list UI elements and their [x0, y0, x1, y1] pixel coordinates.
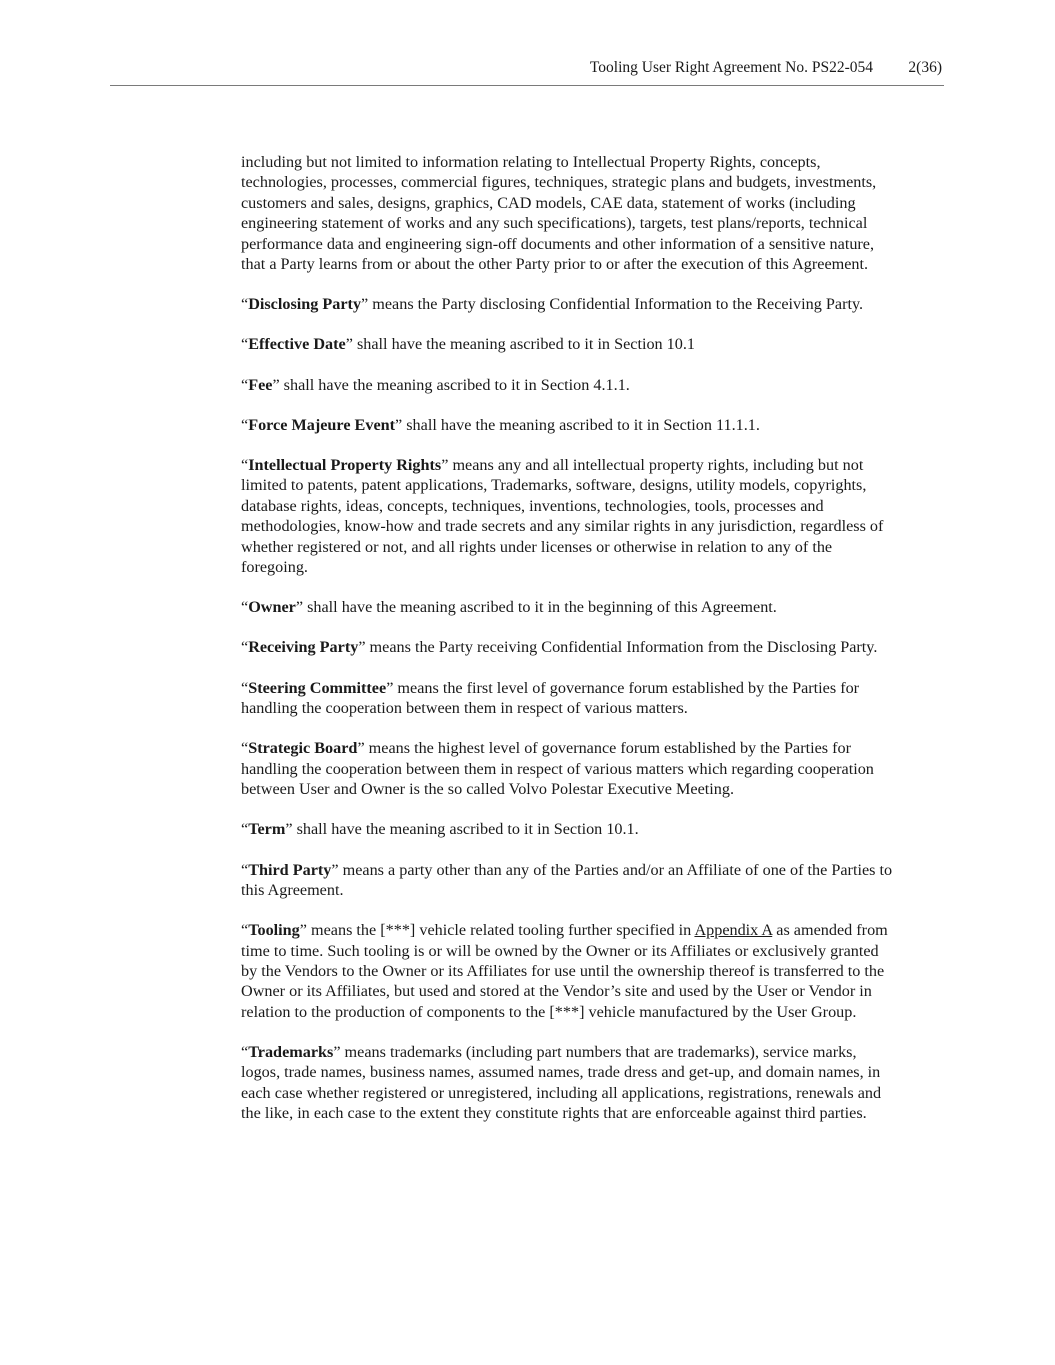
definition-strategic-board: “Strategic Board” means the highest level of governance forum established by the Parties for handling the cooperation between them in respect of various matters which regarding cooperation between User and Owner is the so called Volvo Polestar Executive Meeting. [241, 739, 874, 799]
defined-term: Trademarks [248, 1042, 334, 1061]
definition-trademarks: “Trademarks” means trademarks (including part numbers that are trademarks), service marks, logos, trade names, business names, assumed names, trade dress and get-up, and domain names, in each case whether registered or unregistered, including all applications, registrations, renewals and the like, in each case to the extent they constitute rights that are enforceable against third parties. [241, 1042, 882, 1123]
confidential-info-continuation: including but not limited to information relating to Intellectual Property Rights, concepts, technologies, processes, commercial figures, techniques, strategic plans and budgets, investments, customers and sales, designs, graphics, CAD models, CAE data, statement of works (including engineering statement of works and any such specifications), targets, test plans/reports, technical performance data and engineering sign-off documents and other information of a sensitive nature, that a Party learns from or about the other Party prior to or after the execution of this Agreement. [241, 153, 877, 274]
defined-term: Disclosing Party [248, 295, 362, 314]
definition-third-party: “Third Party” means a party other than any of the Parties and/or an Affiliate of one of the Parties to this Agreement. [241, 860, 893, 899]
definition-steering-committee: “Steering Committee” means the first level of governance forum established by the Parties for handling the cooperation between them in respect of various matters. [241, 678, 860, 718]
definition-effective-date: “Effective Date” shall have the meaning ascribed to it in Section 10.1 [241, 335, 696, 354]
definition-tooling: “Tooling” means the [***] vehicle related tooling further specified in Appendix A as amended from time to time. Such tooling is or will be owned by the Owner or its Affiliates or exclusively granted by the Vendors to the Owner or its Affiliates for use until the ownership thereof is transferred to the Owner or its Affiliates, but used and stored at the Vendor’s site and used by the User or Vendor in relation to the production of components to the [***] vehicle manufactured by the User Group. [241, 921, 888, 1021]
definition-text-continued: as amended from time to time. Such tooling is or will be owned by the Owner or its Affiliates or exclusively granted by the Vendors to the Owner or its Affiliates for use until the ownership thereof is transferred to the Owner or its Affiliates, but used and stored at the Vendor’s site and used by the User or Vendor in relation to the production of components to the [***] vehicle manufactured by the User Group. [241, 921, 888, 1021]
definition-text: ” means the highest level of governance forum established by the Parties for handling the cooperation between them in respect of various matters which regarding cooperation between User and Owner is the so called Volvo Polestar Executive Meeting. [241, 739, 874, 799]
definition-text: ” means the Party receiving Confidential Information from the Disclosing Party. [358, 638, 878, 657]
definition-text: ” means the first level of governance forum established by the Parties for handling the cooperation between them in respect of various matters. [241, 678, 860, 718]
definition-text: ” means a party other than any of the Parties and/or an Affiliate of one of the Parties to this Agreement. [241, 860, 893, 899]
definition-force-majeure: “Force Majeure Event” shall have the meaning ascribed to it in Section 11.1.1. [241, 415, 760, 434]
definition-term: “Term” shall have the meaning ascribed to it in Section 10.1. [241, 820, 639, 839]
defined-term: Receiving Party [248, 638, 359, 657]
definition-ipr: “Intellectual Property Rights” means any and all intellectual property rights, including but not limited to patents, patent applications, Trademarks, software, designs, utility models, copyrights, database rights, ideas, concepts, techniques, inventions, technologies, tools, processes and methodologies, know-how and trade secrets and any similar rights in any jurisdiction, regardless of whether registered or not, and all rights under licenses or otherwise in relation to any of the foregoing. [241, 456, 884, 577]
document-body [241, 152, 895, 1143]
definition-disclosing-party: “Disclosing Party” means the Party disclosing Confidential Information to the Receiving Party. [241, 295, 864, 314]
document-title: Tooling User Right Agreement No. PS22-054 [589, 59, 873, 76]
definition-owner: “Owner” shall have the meaning ascribed to it in the beginning of this Agreement. [241, 598, 777, 617]
definition-receiving-party: “Receiving Party” means the Party receiving Confidential Information from the Disclosing Party. [241, 638, 878, 657]
appendix-a-link[interactable]: Appendix A [694, 921, 773, 940]
definition-text: ” means the Party disclosing Confidential Information to the Receiving Party. [361, 295, 864, 314]
defined-term: Effective Date [248, 335, 346, 354]
defined-term: Fee [248, 375, 273, 394]
definition-text: ” shall have the meaning ascribed to it in Section 11.1.1. [395, 415, 760, 434]
defined-term: Steering Committee [248, 678, 387, 697]
definition-text: ” means any and all intellectual property rights, including but not limited to patents, patent applications, Trademarks, software, designs, utility models, copyrights, database rights, ideas, concepts, techniques, inventions, technologies, tools, processes and methodologies, know-how and trade secrets and any similar rights in any jurisdiction, regardless of whether registered or not, and all rights under licenses or otherwise in relation to any of the foregoing. [241, 456, 884, 577]
page-header [110, 58, 944, 86]
defined-term: Strategic Board [248, 739, 358, 758]
definition-text: ” shall have the meaning ascribed to it in the beginning of this Agreement. [295, 598, 777, 617]
defined-term: Term [248, 820, 286, 839]
defined-term: Third Party [248, 860, 332, 879]
defined-term: Intellectual Property Rights [248, 456, 442, 475]
defined-term: Force Majeure Event [248, 415, 396, 434]
definition-text: ” shall have the meaning ascribed to it in Section 10.1 [345, 335, 696, 354]
definition-text: ” shall have the meaning ascribed to it in Section 4.1.1. [272, 375, 630, 394]
definition-text: ” means the [***] vehicle related tooling further specified in [299, 921, 695, 940]
definition-text: ” shall have the meaning ascribed to it in Section 10.1. [285, 820, 639, 839]
page-number: 2(36) [908, 59, 942, 76]
definition-text: ” means trademarks (including part numbers that are trademarks), service marks, logos, trade names, business names, assumed names, trade dress and get-up, and domain names, in each case whether registered or unregistered, including all applications, registrations, renewals and the like, in each case to the extent they constitute rights that are enforceable against third parties. [241, 1042, 882, 1123]
defined-term: Owner [248, 598, 296, 617]
definition-fee: “Fee” shall have the meaning ascribed to it in Section 4.1.1. [241, 375, 630, 394]
defined-term: Tooling [248, 921, 300, 940]
